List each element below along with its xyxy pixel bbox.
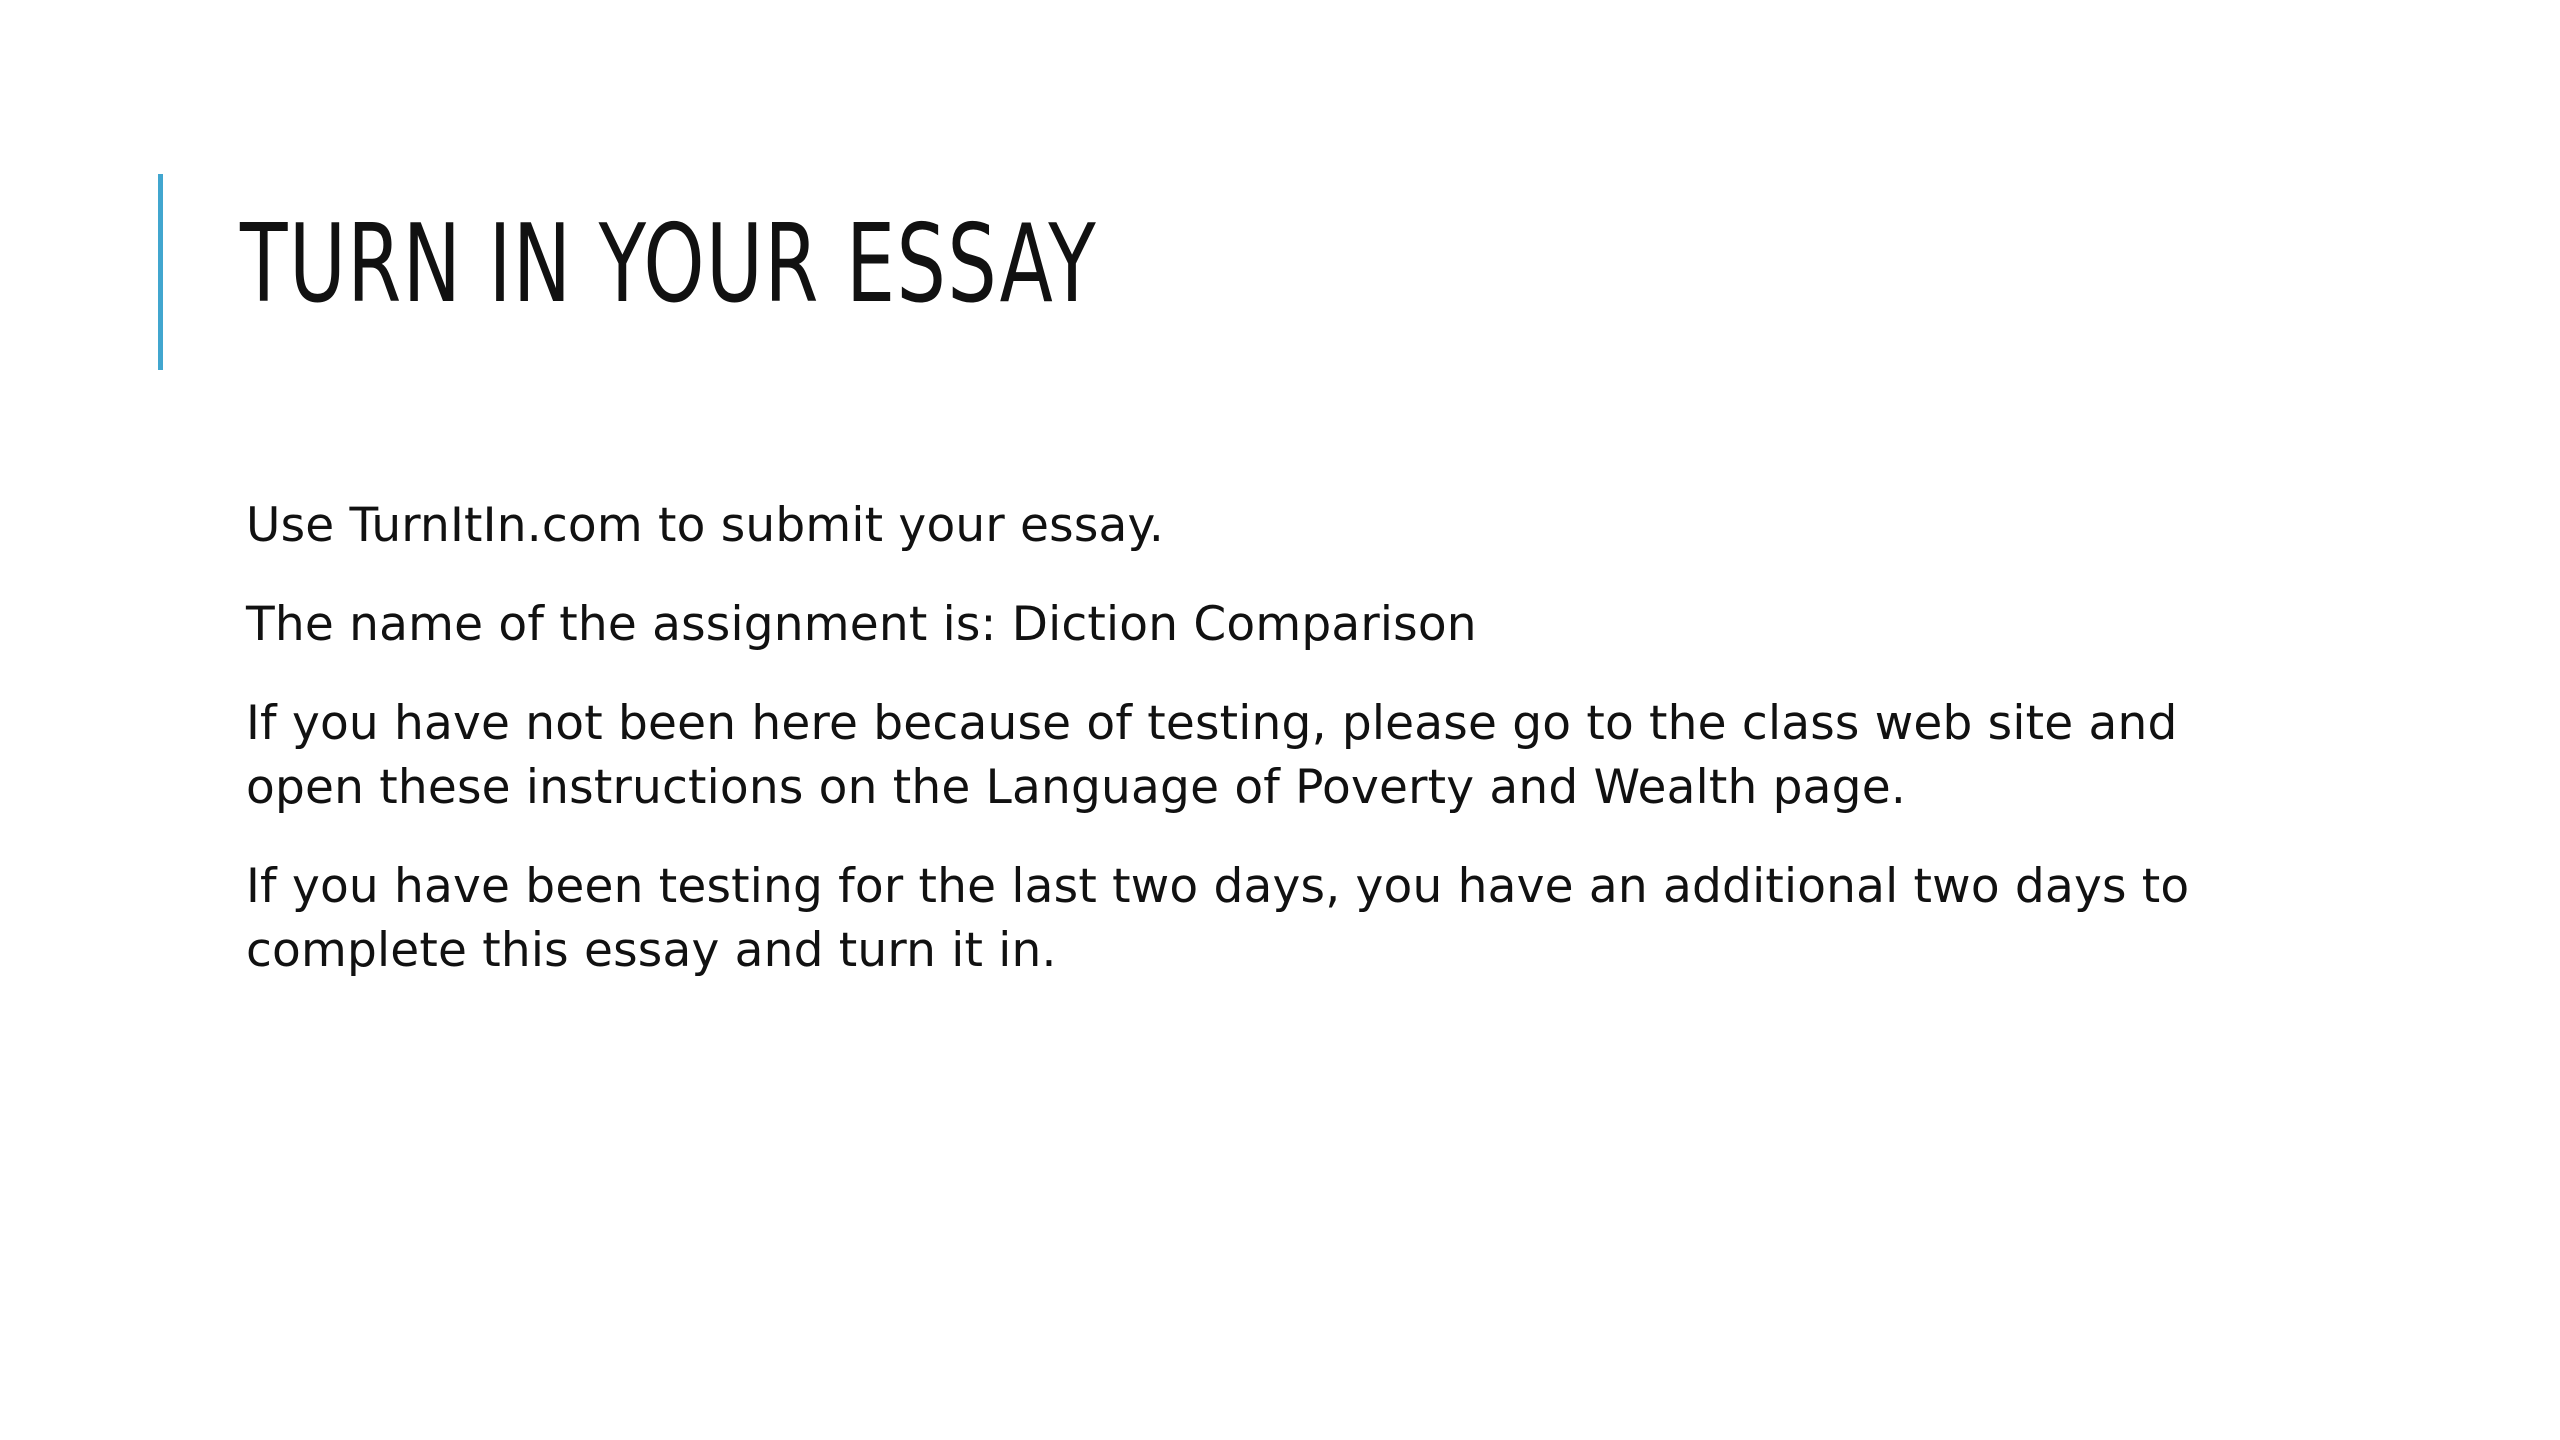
body-paragraph-assignment-name: The name of the assignment is: Diction Comparison — [246, 597, 1477, 652]
slide-body — [246, 494, 2266, 1018]
title-accent-bar — [158, 174, 163, 370]
body-paragraph-testing-extension: If you have been testing for the last two days, you have an additional two days to complete this essay and turn it in. — [246, 859, 2190, 978]
body-paragraph-absent-instructions: If you have not been here because of testing, please go to the class web site and open these instructions on the Language of Poverty and Wealth page. — [246, 696, 2178, 815]
body-paragraph-submit: Use TurnItIn.com to submit your essay. — [246, 498, 1164, 553]
slide-title: TURN IN YOUR ESSAY — [240, 202, 1098, 327]
